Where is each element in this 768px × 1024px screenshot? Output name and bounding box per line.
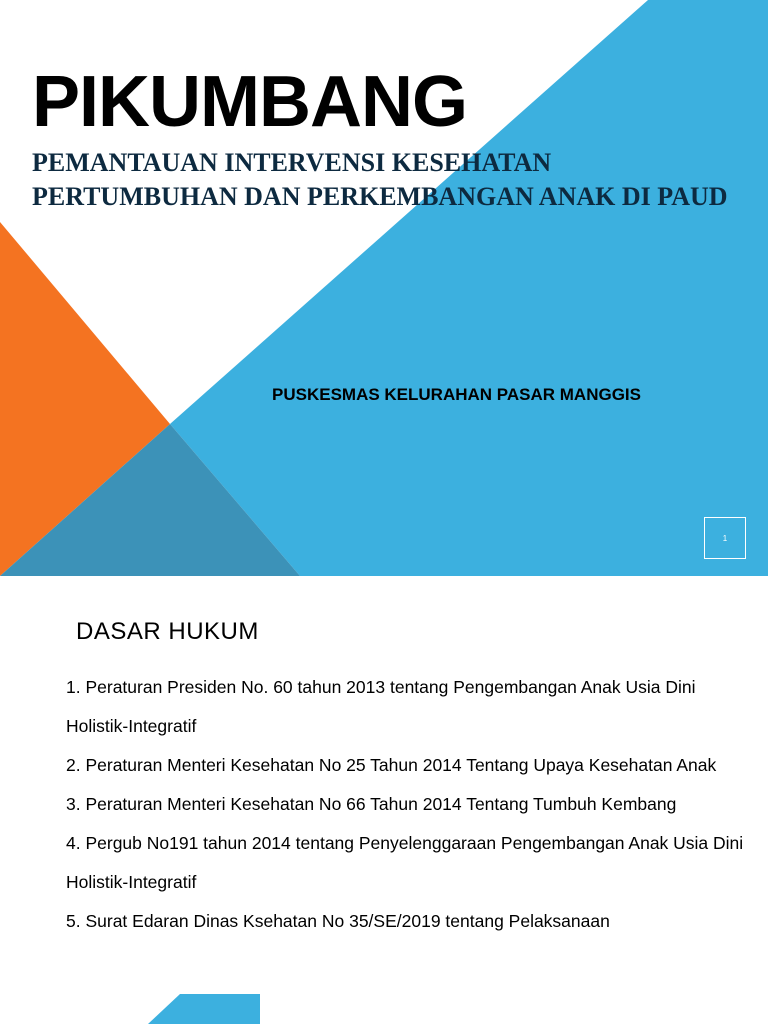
section-heading: DASAR HUKUM	[76, 618, 259, 645]
list-item: 4. Pergub No191 tahun 2014 tentang Penyelenggaraan Pengembangan Anak Usia Dini Holistik-Integratif	[66, 833, 744, 892]
slide-number: 1	[722, 533, 728, 543]
slide-gap	[0, 576, 768, 586]
list-item: 3. Peraturan Menteri Kesehatan No 66 Tahun 2014 Tentang Tumbuh Kembang	[66, 794, 677, 814]
slide-number-box	[704, 517, 746, 559]
blue-corner-triangle	[148, 994, 260, 1024]
list-item: 1. Peraturan Presiden No. 60 tahun 2013 tentang Pengembangan Anak Usia Dini Holistik-Integratif	[66, 677, 696, 736]
organization-name: PUSKESMAS KELURAHAN PASAR MANGGIS	[272, 385, 641, 404]
list-item: 2. Peraturan Menteri Kesehatan No 25 Tahun 2014 Tentang Upaya Kesehatan Anak	[66, 755, 717, 775]
corner-blue-shape	[0, 994, 260, 1024]
slide-subtitle: PEMANTAUAN INTERVENSI KESEHATAN PERTUMBUHAN DAN PERKEMBANGAN ANAK DI PAUD	[32, 148, 728, 211]
legal-basis-list	[66, 668, 756, 941]
list-item: 5. Surat Edaran Dinas Ksehatan No 35/SE/2019 tentang Pelaksanaan	[66, 911, 610, 931]
slide-title: PIKUMBANG	[32, 62, 467, 142]
content-slide	[0, 586, 768, 1024]
